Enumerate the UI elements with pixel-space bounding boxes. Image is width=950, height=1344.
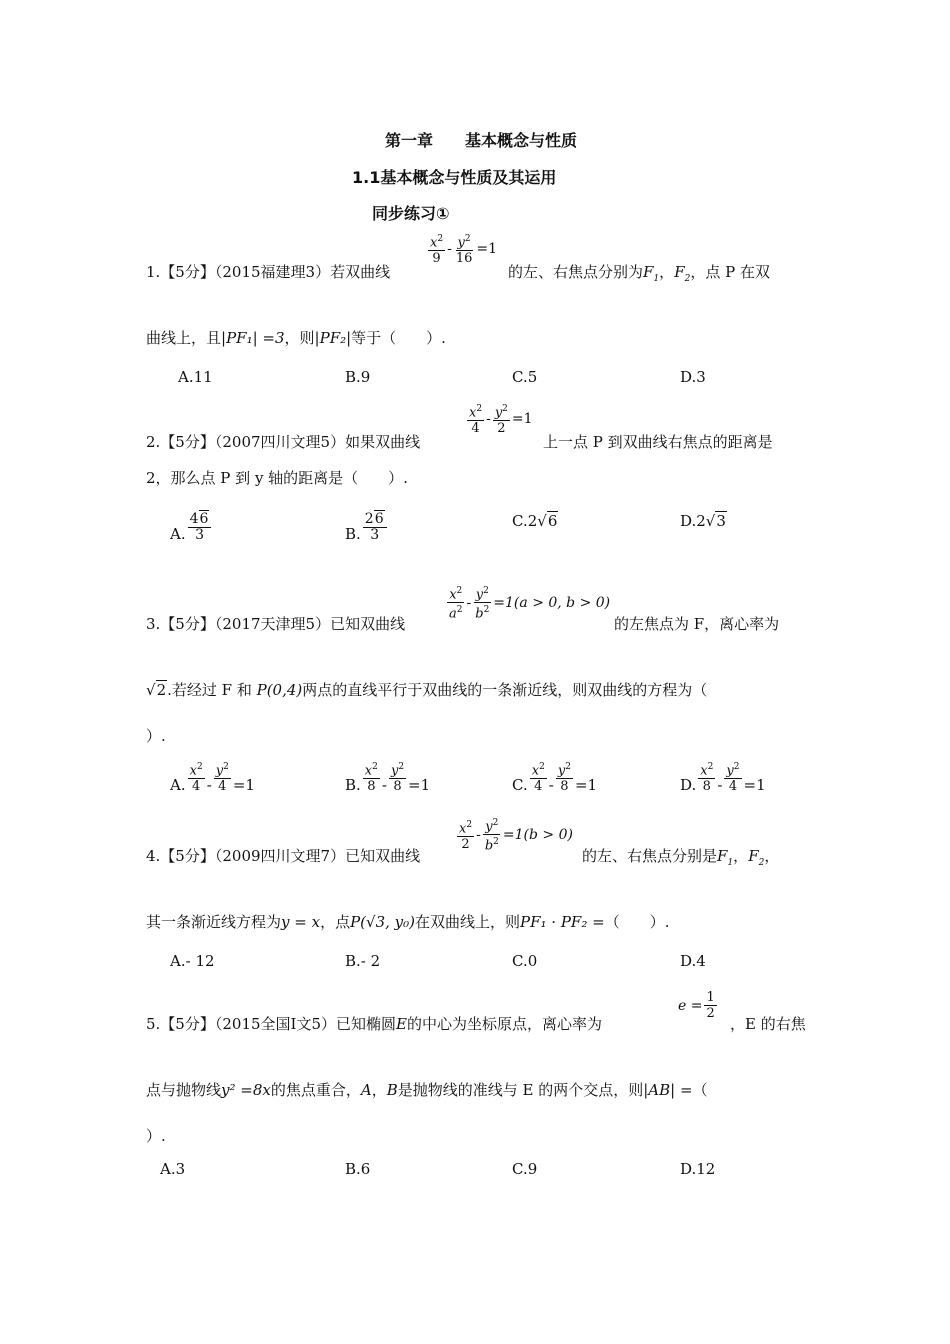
q1-option-c[interactable]: C.5 xyxy=(512,368,538,386)
q1-option-d[interactable]: D.3 xyxy=(680,368,706,386)
q3-equation: $\frac{x^2}{a^2}$ - $\frac{y^2}{b^2}$ =1(a > 0, b > 0) xyxy=(449,586,611,622)
q1-line1-rest: 的左、右焦点分别为$F_1$，$F_2$，点 P 在双 xyxy=(508,263,770,284)
q5-option-d[interactable]: D.12 xyxy=(680,1160,716,1178)
q5-options xyxy=(0,1160,950,1200)
q4-line2: 其一条渐近线方程为y = x，点P(√3, y₀)在双曲线上，则PF₁ · PF₂ =（ ）. xyxy=(146,913,670,931)
q1-line2: 曲线上，且|PF₁| =3，则|PF₂|等于（ ）. xyxy=(146,329,446,347)
chapter-title: 第一章 基本概念与性质 xyxy=(385,131,578,150)
q4-option-c[interactable]: C.0 xyxy=(512,952,538,970)
exercise-title: 同步练习① xyxy=(372,204,450,223)
q2-line2: 2，那么点 P 到 y 轴的距离是（ ）. xyxy=(146,469,408,487)
q5-line3: ）. xyxy=(146,1127,166,1145)
q3-line1-rest: 的左焦点为 F，离心率为 xyxy=(614,615,780,633)
section-title: 1.1基本概念与性质及其运用 xyxy=(352,168,557,187)
q4-option-b[interactable]: B. - 2 xyxy=(345,952,381,970)
q2-option-c[interactable]: C. 2√6 xyxy=(512,512,558,530)
q3-line1: 3.【5分】（2017天津理5）已知双曲线 xyxy=(146,615,406,633)
q5-option-a[interactable]: A.3 xyxy=(160,1160,186,1178)
q5-option-c[interactable]: C.9 xyxy=(512,1160,538,1178)
q2-line1: 2.【5分】（2007四川文理5）如果双曲线 xyxy=(146,433,421,451)
q2-line1-rest: 上一点 P 到双曲线右焦点的距离是 xyxy=(543,433,773,451)
q4-line1: 4.【5分】（2009四川文理7）已知双曲线 xyxy=(146,847,421,865)
q2-option-d[interactable]: D. 2√3 xyxy=(680,512,726,530)
q1-equation: $\frac{x^2}{9}$ - $\frac{y^2}{16}$ =1 xyxy=(430,234,497,267)
q3-line3: ）. xyxy=(146,727,166,745)
q5-option-b[interactable]: B.6 xyxy=(345,1160,371,1178)
q5-line1: 5.【5分】（2015全国Ⅰ文5）已知椭圆E的中心为坐标原点，离心率为 xyxy=(146,1015,602,1033)
q5-line2: 点与抛物线y² =8x的焦点重合，A，B是抛物线的准线与 E 的两个交点，则|AB| =（ xyxy=(146,1081,708,1099)
q3-option-a[interactable]: A. $\frac{x^2}{4}$ - $\frac{y^2}{4}$ =1 xyxy=(170,762,255,795)
q3-option-b[interactable]: B. $\frac{x^2}{8}$ - $\frac{y^2}{8}$ =1 xyxy=(345,762,431,795)
q4-options xyxy=(0,952,950,992)
q3-options xyxy=(0,760,950,800)
q3-option-d[interactable]: D. $\frac{x^2}{8}$ - $\frac{y^2}{4}$ =1 xyxy=(680,762,766,795)
q5-eccentricity: e = $\frac{1}{2}$ xyxy=(678,990,715,1021)
q4-option-a[interactable]: A. - 12 xyxy=(170,952,215,970)
q1-option-b[interactable]: B.9 xyxy=(345,368,371,386)
q4-line1-rest: 的左、右焦点分别是$F_1$，$F_2$， xyxy=(582,847,780,868)
q4-equation: $\frac{x^2}{2}$ - $\frac{y^2}{b^2}$ =1(b > 0) xyxy=(459,818,573,854)
q2-equation: $\frac{x^2}{4}$ - $\frac{y^2}{2}$ =1 xyxy=(469,404,533,437)
q3-line2: √2.若经过 F 和 P(0,4)两点的直线平行于双曲线的一条渐近线，则双曲线的方程为（ xyxy=(146,681,708,699)
q2-option-b[interactable]: B. $\frac{26}{3}$ xyxy=(345,512,389,543)
q4-option-d[interactable]: D.4 xyxy=(680,952,706,970)
q2-option-a[interactable]: A. $\frac{46}{3}$ xyxy=(170,512,213,543)
q1-option-a[interactable]: A.11 xyxy=(178,368,213,386)
q5-line1-rest: ，E 的右焦 xyxy=(730,1015,806,1033)
q2-options xyxy=(0,512,950,552)
q3-option-c[interactable]: C. $\frac{x^2}{4}$ - $\frac{y^2}{8}$ =1 xyxy=(512,762,598,795)
q1-line1: 1.【5分】（2015福建理3）若双曲线 xyxy=(146,263,391,281)
